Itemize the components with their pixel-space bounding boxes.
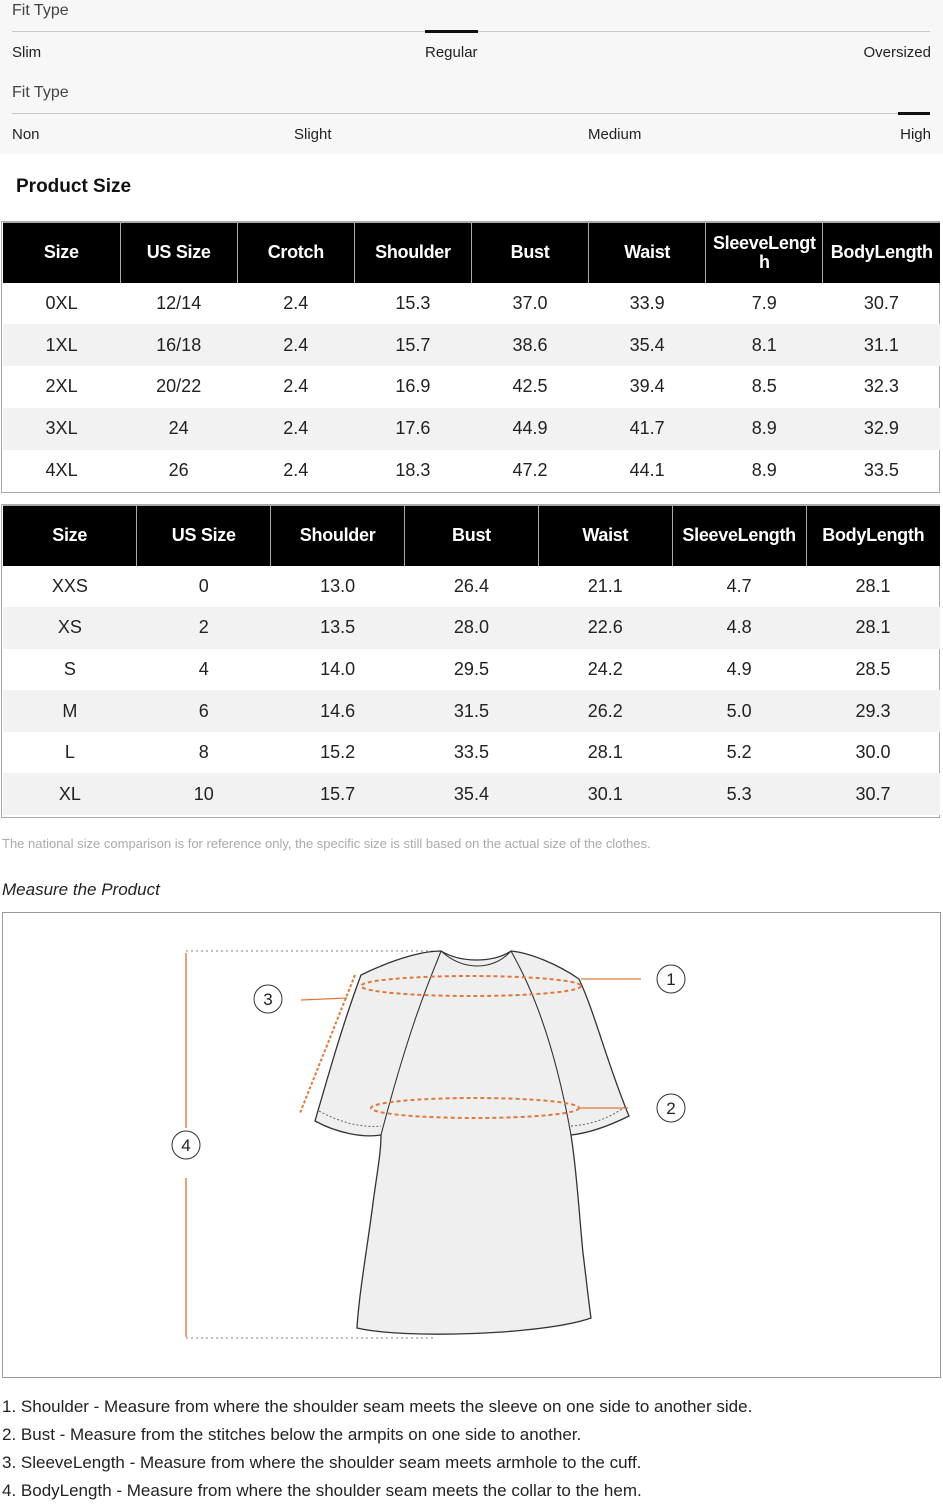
measure-cell: 2.4	[283, 292, 309, 313]
measure-cell: 4	[198, 658, 209, 679]
column-header: BodyLength	[823, 223, 940, 283]
measure-cell: 4.7	[726, 575, 752, 596]
measure-cell: 10	[137, 773, 271, 815]
marker-1	[657, 965, 685, 993]
measure-cell: 28.1	[587, 742, 623, 763]
measure-cell: 47.2	[512, 460, 548, 481]
measure-cell: 26.4	[453, 575, 489, 596]
svg-text:3: 3	[263, 990, 273, 1009]
table-row	[3, 566, 940, 608]
column-header: Bust	[405, 506, 539, 566]
product-size-title: Product Size	[16, 176, 132, 197]
fit-option-regular: Regular	[425, 44, 478, 61]
measure-cell: 30.7	[863, 292, 899, 313]
measure-cell: 22.6	[538, 607, 672, 649]
measure-cell: 5.2	[726, 742, 752, 763]
fit-type-label: Fit Type	[12, 2, 69, 19]
measure-cell: 8.5	[751, 376, 777, 397]
measure-cell: 37.0	[512, 292, 548, 313]
fit-type-panel	[0, 0, 943, 154]
size-cell: 4XL	[45, 460, 78, 481]
measure-cell: 41.7	[589, 408, 706, 450]
measure-cell: 2.4	[237, 324, 354, 366]
table-row	[3, 324, 940, 366]
column-header: SleeveLength	[672, 506, 806, 566]
measure-title: Measure the Product	[2, 880, 160, 899]
measure-cell: 26.2	[538, 690, 672, 732]
note-shoulder: 1. Shoulder - Measure from where the shoulder seam meets the sleeve on one side to another side.	[2, 1397, 753, 1416]
svg-text:1: 1	[666, 970, 676, 989]
column-header: US Size	[120, 223, 237, 283]
measure-cell: 33.5	[453, 742, 489, 763]
measure-cell: 16/18	[120, 324, 237, 366]
fit-option-slight: Slight	[294, 126, 332, 143]
measure-cell: 7.9	[751, 292, 777, 313]
measure-cell: 30.0	[855, 742, 891, 763]
measure-cell: 24.2	[587, 658, 623, 679]
fit-selected-marker	[898, 112, 930, 115]
column-header: Waist	[589, 223, 706, 283]
table-row	[3, 690, 940, 732]
column-header: Bust	[472, 223, 589, 283]
measure-cell: 13.5	[271, 607, 405, 649]
size-cell: M	[3, 690, 137, 732]
tshirt-diagram	[3, 913, 940, 1377]
fit-scale-line	[12, 113, 930, 114]
measure-cell: 30.1	[538, 773, 672, 815]
marker-3	[254, 985, 282, 1013]
measure-cell: 33.9	[629, 292, 665, 313]
measure-cell: 32.9	[823, 408, 940, 450]
measure-cell: 24	[120, 408, 237, 450]
measure-cell: 8.9	[706, 408, 823, 450]
measure-cell: 14.0	[320, 658, 356, 679]
fit-option-oversized: Oversized	[863, 44, 931, 61]
column-header: SleeveLength	[706, 223, 823, 283]
measure-cell: 44.9	[472, 408, 589, 450]
fit-selected-marker	[425, 30, 478, 33]
measure-cell: 2.4	[237, 408, 354, 450]
size-cell: 0XL	[45, 292, 78, 313]
column-header: Crotch	[237, 223, 354, 283]
size-cell: 2XL	[45, 376, 78, 397]
measure-cell: 18.3	[395, 460, 431, 481]
measure-cell: 15.7	[354, 324, 471, 366]
measure-cell: 42.5	[512, 376, 548, 397]
svg-text:2: 2	[666, 1099, 676, 1118]
measure-cell: 32.3	[863, 376, 899, 397]
measure-cell: 8.1	[706, 324, 823, 366]
column-header: US Size	[137, 506, 271, 566]
measure-cell: 4.9	[726, 658, 752, 679]
size-cell: 1XL	[3, 324, 120, 366]
measure-cell: 29.3	[806, 690, 940, 732]
table-row	[3, 450, 940, 492]
size-cell: L	[64, 742, 75, 763]
note-sleeve-length: 3. SleeveLength - Measure from where the shoulder seam meets armhole to the cuff.	[2, 1453, 642, 1472]
measure-cell: 17.6	[354, 408, 471, 450]
measure-cell: 28.5	[855, 658, 891, 679]
measure-cell: 26	[168, 460, 189, 481]
measure-cell: 31.5	[405, 690, 539, 732]
measure-cell: 29.5	[453, 658, 489, 679]
measure-cell: 16.9	[395, 376, 431, 397]
measure-cell: 14.6	[271, 690, 405, 732]
marker-2	[657, 1094, 685, 1122]
column-header: BodyLength	[806, 506, 940, 566]
size-table-plus	[3, 222, 940, 491]
measure-cell: 30.7	[806, 773, 940, 815]
measure-cell: 8.9	[751, 460, 777, 481]
column-header: Waist	[538, 506, 672, 566]
measure-cell: 33.5	[863, 460, 899, 481]
size-table-regular	[3, 505, 940, 815]
measure-cell: 2.4	[283, 460, 309, 481]
measure-cell: 15.7	[271, 773, 405, 815]
measure-cell: 6	[137, 690, 271, 732]
column-header: Size	[3, 506, 137, 566]
table-row	[3, 366, 940, 408]
measure-cell: 20/22	[156, 376, 202, 397]
note-body-length: 4. BodyLength - Measure from where the shoulder seam meets the collar to the hem.	[2, 1481, 642, 1500]
measure-cell: 0	[198, 575, 209, 596]
fit-option-medium: Medium	[588, 126, 642, 143]
table-row	[3, 408, 940, 450]
measure-cell: 31.1	[823, 324, 940, 366]
size-cell: XS	[3, 607, 137, 649]
table-row	[3, 649, 940, 691]
fit-option-slim: Slim	[12, 44, 42, 61]
size-cell: XXS	[51, 575, 88, 596]
table-row	[3, 773, 940, 815]
column-header: Shoulder	[354, 223, 471, 283]
table-row	[3, 732, 940, 774]
size-cell: S	[63, 658, 76, 679]
tshirt-shape	[315, 951, 629, 1334]
measure-cell: 28.1	[855, 575, 891, 596]
table-row	[3, 283, 940, 325]
marker-4	[172, 1131, 200, 1159]
measure-cell: 39.4	[629, 376, 665, 397]
column-header: Shoulder	[271, 506, 405, 566]
measure-cell: 28.1	[806, 607, 940, 649]
fit-option-non: Non	[12, 126, 40, 143]
measure-cell: 12/14	[156, 292, 202, 313]
measure-cell: 38.6	[472, 324, 589, 366]
measure-cell: 2.4	[283, 376, 309, 397]
size-cell: 3XL	[3, 408, 120, 450]
size-disclaimer: The national size comparison is for reference only, the specific size is still based on the actual size of the clothes.	[2, 836, 651, 851]
column-header: Size	[3, 223, 120, 283]
table-header-row	[3, 506, 940, 566]
measure-cell: 2	[137, 607, 271, 649]
measure-cell: 15.3	[395, 292, 431, 313]
measure-cell: 5.0	[672, 690, 806, 732]
measure-cell: 15.2	[320, 742, 356, 763]
svg-text:4: 4	[181, 1136, 191, 1155]
fit-option-high: High	[900, 126, 931, 143]
measure-cell: 13.0	[320, 575, 356, 596]
size-cell: XL	[3, 773, 137, 815]
table-header-row	[3, 223, 940, 283]
measure-cell: 44.1	[629, 460, 665, 481]
measure-cell: 8	[198, 742, 209, 763]
note-bust: 2. Bust - Measure from the stitches below the armpits on one side to another.	[2, 1425, 582, 1444]
measure-cell: 35.4	[589, 324, 706, 366]
table-row	[3, 607, 940, 649]
measure-cell: 5.3	[672, 773, 806, 815]
measure-cell: 28.0	[405, 607, 539, 649]
measure-cell: 35.4	[405, 773, 539, 815]
measure-cell: 4.8	[672, 607, 806, 649]
fit-type-label: Fit Type	[12, 84, 69, 101]
measurement-diagram	[2, 912, 941, 1378]
measure-cell: 21.1	[587, 575, 623, 596]
measurement-notes	[2, 1393, 941, 1505]
